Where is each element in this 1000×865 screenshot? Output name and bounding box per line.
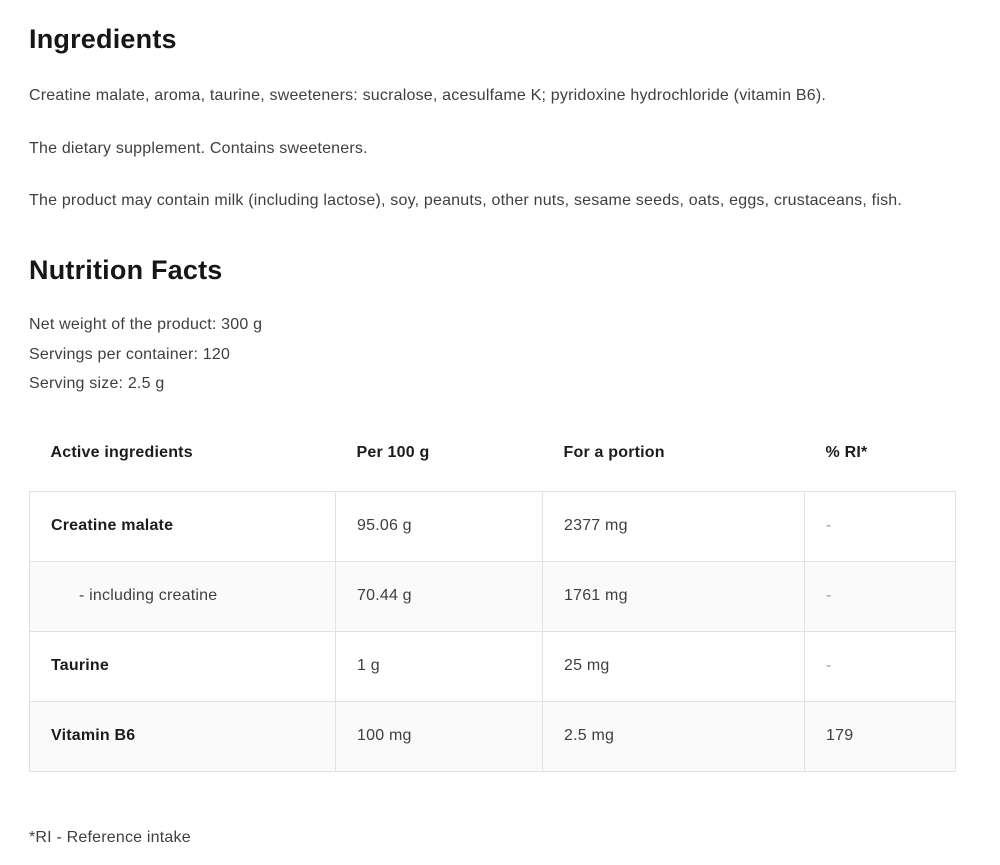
ingredient-name: Creatine malate (30, 491, 336, 561)
per-100g-value: 1 g (336, 631, 543, 701)
ri-value: - (805, 491, 956, 561)
reference-intake-footnote: *RI - Reference intake (29, 828, 191, 846)
ingredients-composition-text: Creatine malate, aroma, taurine, sweeteners: sucralose, acesulfame K; pyridoxine hydrochloride (vitamin B6). (29, 87, 827, 105)
servings-per-container-line: Servings per container: 120 (29, 345, 231, 363)
nutrition-table-container (29, 436, 970, 772)
portion-value: 2377 mg (543, 491, 805, 561)
per-100g-value: 70.44 g (336, 561, 543, 631)
dietary-supplement-note: The dietary supplement. Contains sweeteners. (29, 139, 368, 157)
ri-value: - (805, 631, 956, 701)
ri-value: - (805, 561, 956, 631)
portion-value: 25 mg (543, 631, 805, 701)
header-percent-ri: % RI* (805, 436, 956, 492)
table-row (30, 491, 956, 561)
nutrition-table (29, 436, 956, 772)
per-100g-value: 95.06 g (336, 491, 543, 561)
table-row (30, 701, 956, 771)
ingredient-name: - including creatine (30, 561, 336, 631)
serving-size-line: Serving size: 2.5 g (29, 374, 165, 392)
nutrition-facts-heading: Nutrition Facts (29, 254, 223, 285)
per-100g-value: 100 mg (336, 701, 543, 771)
table-header-row (30, 436, 956, 492)
ingredient-name: Taurine (30, 631, 336, 701)
net-weight-line: Net weight of the product: 300 g (29, 316, 263, 334)
portion-value: 1761 mg (543, 561, 805, 631)
table-row (30, 631, 956, 701)
allergen-warning-text: The product may contain milk (including lactose), soy, peanuts, other nuts, sesame seeds, oats, eggs, crustaceans, fish. (29, 191, 903, 209)
header-per-100g: Per 100 g (336, 436, 543, 492)
table-row (30, 561, 956, 631)
header-active-ingredients: Active ingredients (30, 436, 336, 492)
ri-value: 179 (805, 701, 956, 771)
ingredients-heading: Ingredients (29, 24, 177, 54)
header-for-a-portion: For a portion (543, 436, 805, 492)
ingredient-name: Vitamin B6 (30, 701, 336, 771)
portion-value: 2.5 mg (543, 701, 805, 771)
